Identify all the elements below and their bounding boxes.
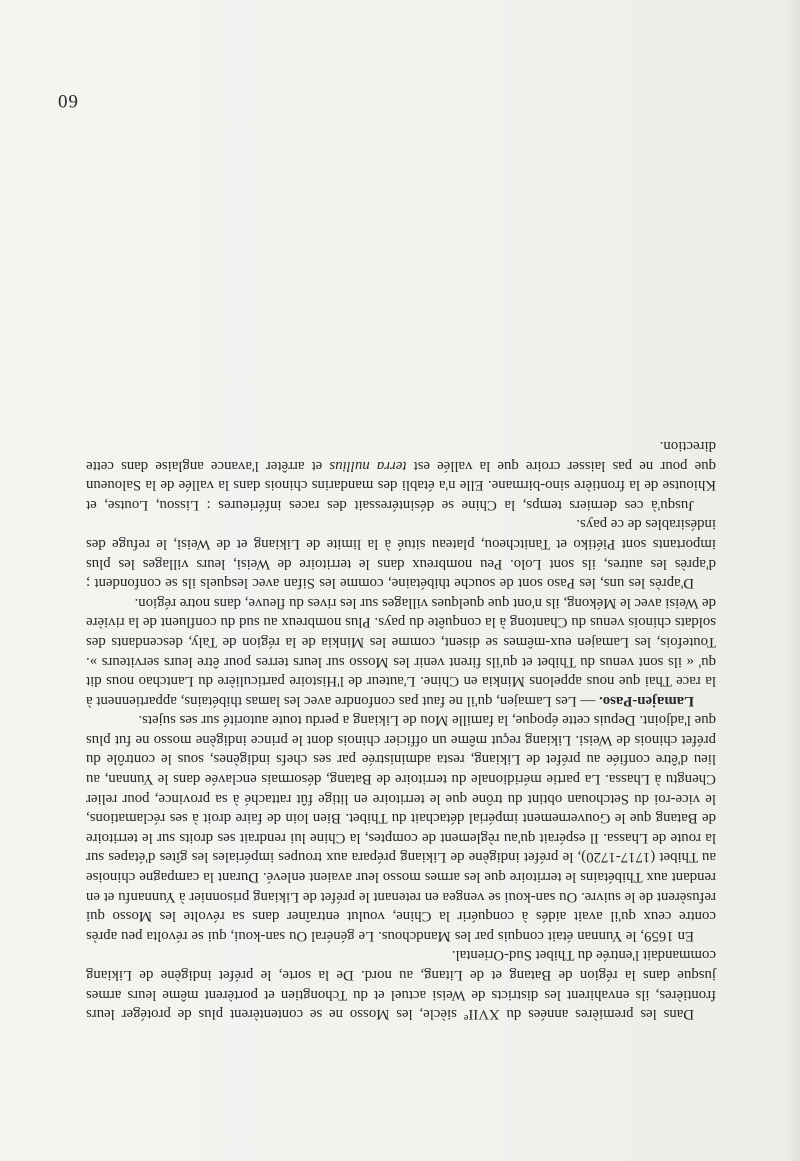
paragraph-mosso-expansion: [86, 945, 716, 1027]
paragraph-text: — Les Lamajen, qu'il ne faut pas confondre avec les lamas thibétains, appartiennent à la race Thai que nous appelons Minkia en Chine. L'auteur de l'Histoire particulière du Lantchao nous dit qu' « ils sont venus du Thibet et qu'ils firent venir les Mosso sur leurs terres pour être leurs serviteurs ». Toutefois, les Lamajen eux-mêmes se disent, comme les Minkia de la région de Taly, descendants des soldats chinois venus du Chantong à la conquête du pays. Plus nombreux au sud du confluent de la rivière de Weisi avec le Mékong, ils n'ont que quelques villages sur les rives du fleuve, dans notre région.: [86, 594, 716, 709]
paragraph-text: et arrêter l'avance anglaise dans cette direction.: [86, 438, 716, 474]
paragraph-text: Dans les premières années du XVII: [468, 1006, 694, 1023]
paragraph-text: Jusqu'à ces derniers temps, la Chine se désintéressait des races inférieures : Lissou, Loutse, et Khioutse de la frontière sino-birmane. Elle n'a établi des mandarins chinois dans la vallée de la Saloueun que pour ne pas laisser croire que la vallée est: [86, 457, 716, 513]
paragraph-text: siècle, les Mosso ne se contentèrent plus de protéger leurs frontières, ils envahirent les districts de Weisi actuel et du Tchongtien et portèrent même leurs armes jusque dans la région de Batang et de Litang, au nord. De la sorte, le préfet indigène de Likiang commandait l'entrée du Thibet Sud-Oriental.: [85, 947, 716, 1023]
paragraph-paso-origin: D'après les uns, les Paso sont de souche thibétaine, comme les Sifan avec lesquels ils se confondent ; d'après les autres, ils sont Lolo. Peu nombreux dans le territoire de Weisi, leurs villages les plus importants sont Piétiko et Tanitcheou, plateau situé à la limite de Likiang et de Weisi, le refuge des indésirables de ce pays.: [86, 516, 716, 592]
paragraph-lower-races: [86, 435, 716, 513]
section-heading: Lamajen-Paso.: [599, 692, 694, 709]
latin-term: terra nullius: [329, 457, 407, 474]
paragraph-lamajen-paso: [86, 592, 716, 710]
page-number: 60: [57, 90, 78, 111]
century-superscript: e: [463, 1012, 469, 1023]
page-edge-shadow: [786, 0, 800, 1161]
paragraph-1659: En 1659, le Yunnan était conquis par les Mandchous. Le général Ou san-koui, qui se révolta peu après contre ceux qu'il avait aidés à conquérir la Chine, voulut entraîner dans sa révolte les Mosso qui refusèrent de le suivre. Ou san-koui se vengea en retenant le préfet de Likiang prisonnier à Yunnanfu et en rendant aux Thibétains le territoire que les armes mosso leur avaient enlevé. Durant la campagne chinoise au Thibet (1717-1720), le préfet indigène de Likiang prépara aux troupes impériales les gîtes d'étapes sur la route de Lhassa. Il espérait qu'au règlement de comptes, la Chine lui rendrait ses droits sur le territoire de Batang que le Gouvernement impérial détachait du Thibet. Bien loin de faire droit à ses réclamations, le vice-roi du Setchouan obtint du trône que le territoire en litige fût rattaché à sa province, pour relier Chengtu à Lhassa. La partie méridionale du territoire de Batang, désormais enclavée dans le Yunnan, au lieu d'être confiée au préfet de Likiang, resta administrée par ses chefs indigènes, sous le contrôle du préfet chinois de Weisi. Likiang reçut même un officier chinois dont le prince indigène mosso ne fut plus que l'adjoint. Depuis cette époque, la famille Mou de Likiang a perdu toute autorité sur ses sujets.: [86, 712, 716, 944]
body-text: [86, 435, 716, 1027]
